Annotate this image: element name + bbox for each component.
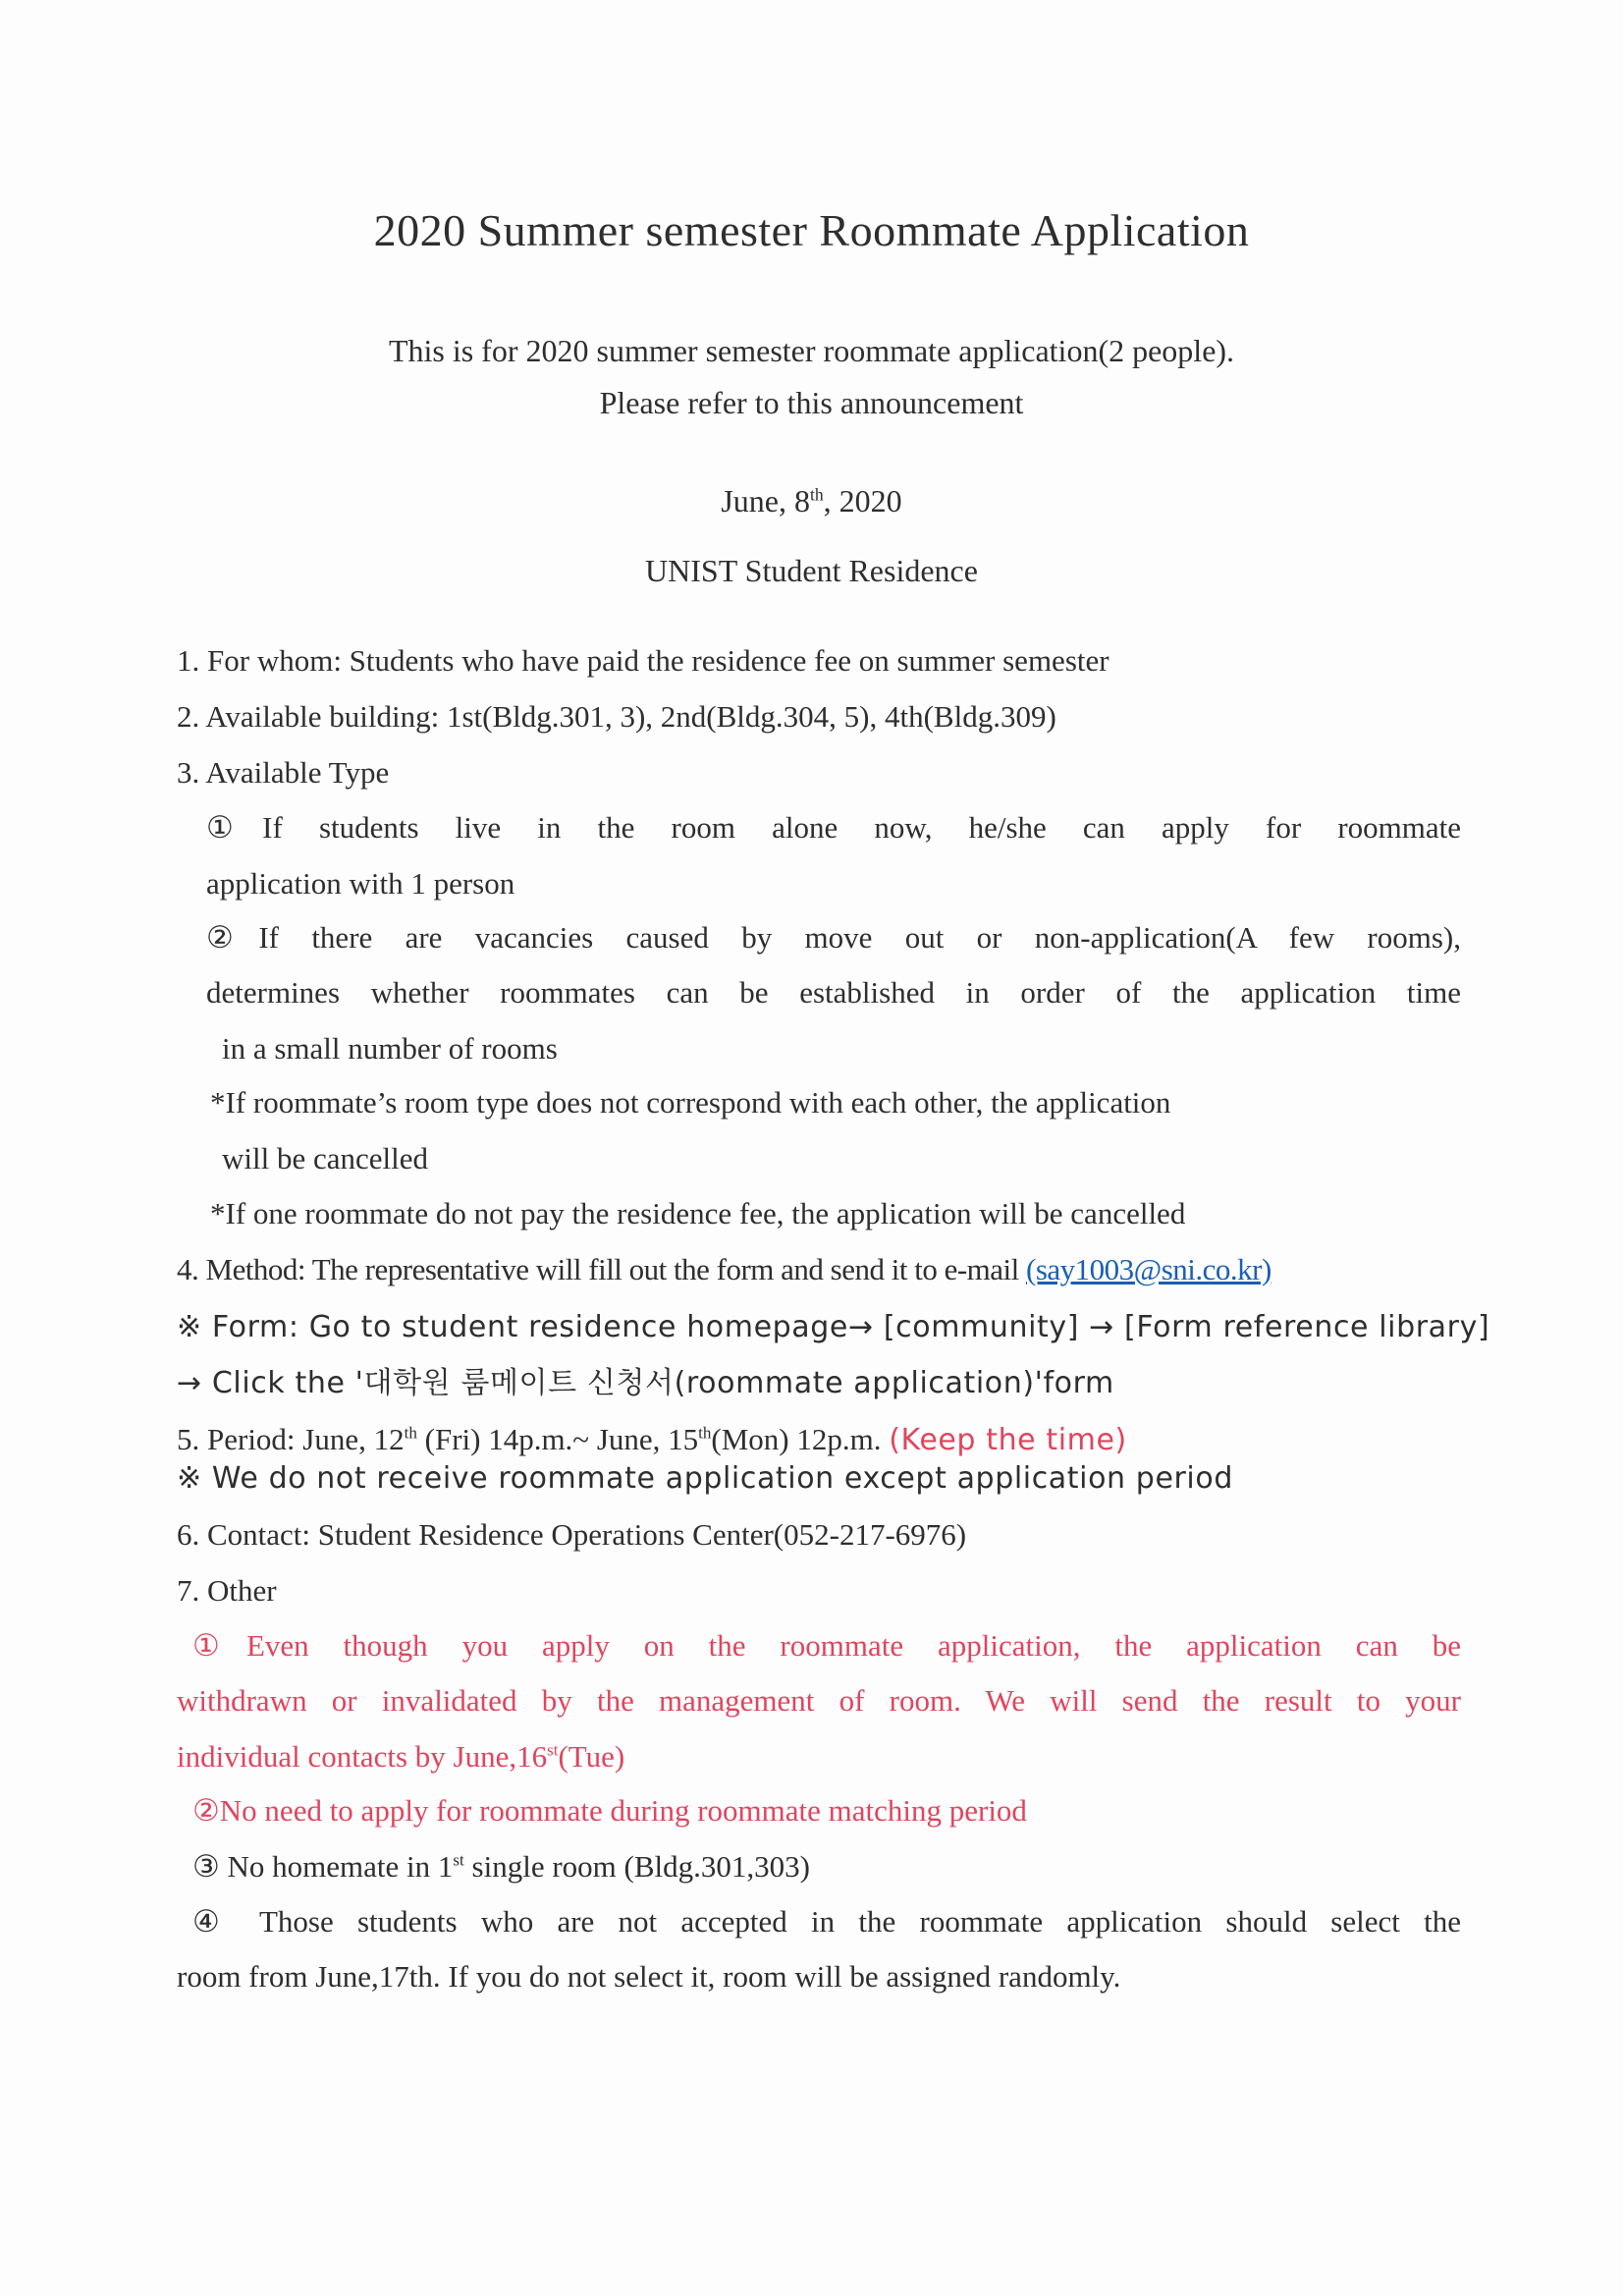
item-7-sub-3 — [192, 1847, 810, 1886]
period-part-3: (Mon) 12p.m. — [711, 1422, 890, 1456]
sub-3-pre: ③ No homemate in 1 — [192, 1849, 454, 1884]
item-6-contact: 6. Contact: Student Residence Operations Center(052-217-6976) — [177, 1517, 967, 1552]
period-part-1: 5. Period: June, 12 — [177, 1422, 405, 1456]
issuer: UNIST Student Residence — [645, 553, 978, 588]
sub-1-line-3-post: (Tue) — [558, 1739, 625, 1774]
item-7-sub-2: ②No need to apply for roommate during roommate matching period — [192, 1793, 1027, 1828]
item-3-available-type: 3. Available Type — [177, 755, 390, 790]
item-7-sub-1-line-2: withdrawn or invalidated by the management of room. We will send the result to your — [177, 1683, 1461, 1718]
keep-the-time-note: (Keep the time) — [889, 1423, 1127, 1457]
item-7-sub-4-line-2: room from June,17th. If you do not select it, room will be assigned randomly. — [177, 1959, 1121, 1994]
sub-1-line-3-pre: individual contacts by June,16 — [177, 1739, 548, 1774]
item-3-sub-2-line-3: in a small number of rooms — [222, 1031, 558, 1066]
period-sup-2: th — [698, 1423, 712, 1443]
item-3-sub-1-line-1: ①If students live in the room alone now, he/she can apply for roommate — [206, 810, 1461, 845]
item-5-note: ※ We do not receive roommate application except application period — [177, 1461, 1233, 1496]
item-4-form-line-2: → Click the '대학원 룸메이트 신청서(roommate application)'form — [177, 1366, 1114, 1400]
item-3-note-2: *If one roommate do not pay the residence fee, the application will be cancelled — [210, 1196, 1186, 1230]
date-prefix: June, 8 — [721, 483, 810, 519]
item-2-available-building: 2. Available building: 1st(Bldg.301, 3), 2nd(Bldg.304, 5), 4th(Bldg.309) — [177, 699, 1056, 734]
item-7-sub-4-line-1: ④ Those students who are not accepted in the roommate application should select the — [192, 1904, 1461, 1939]
sub-3-sup: st — [453, 1850, 464, 1870]
intro-line-2: Please refer to this announcement — [599, 385, 1024, 420]
item-3-note-1-line-1: *If roommate’s room type does not correspond with each other, the application — [210, 1085, 1171, 1120]
announcement-date — [0, 481, 1623, 520]
date-sup: th — [809, 484, 824, 505]
item-7-sub-1-line-1: ①Even though you apply on the roommate application, the application can be — [192, 1628, 1461, 1663]
sub-3-post: single room (Bldg.301,303) — [463, 1849, 810, 1884]
item-1-for-whom: 1. For whom: Students who have paid the residence fee on summer semester — [177, 643, 1109, 678]
item-4-method — [177, 1250, 1271, 1289]
intro-line-1: This is for 2020 summer semester roommate application(2 people). — [388, 333, 1235, 368]
item-5-period — [177, 1420, 1127, 1460]
item-7-sub-1-line-3 — [177, 1737, 624, 1777]
item-4-text: 4. Method: The representative will fill out the form and send it to e-mail — [177, 1252, 1027, 1286]
item-3-sub-2-line-2: determines whether roommates can be established in order of the application time — [206, 975, 1461, 1010]
item-3-sub-2-line-1: ②If there are vacancies caused by move out or non-application(A few rooms), — [206, 920, 1461, 955]
item-4-form-line-1: ※ Form: Go to student residence homepage→ [community] → [Form reference library] — [177, 1310, 1490, 1344]
email-link[interactable]: (say1003@sni.co.kr) — [1026, 1252, 1271, 1286]
date-suffix: , 2020 — [823, 483, 902, 519]
item-7-other: 7. Other — [177, 1573, 277, 1608]
document-title: 2020 Summer semester Roommate Application — [373, 205, 1250, 255]
sub-1-line-3-sup: st — [547, 1740, 559, 1760]
period-sup-1: th — [404, 1423, 417, 1443]
item-3-note-1-line-2: will be cancelled — [222, 1141, 429, 1175]
item-3-sub-1-line-2: application with 1 person — [206, 866, 515, 901]
period-part-2: (Fri) 14p.m.~ June, 15 — [416, 1422, 699, 1456]
